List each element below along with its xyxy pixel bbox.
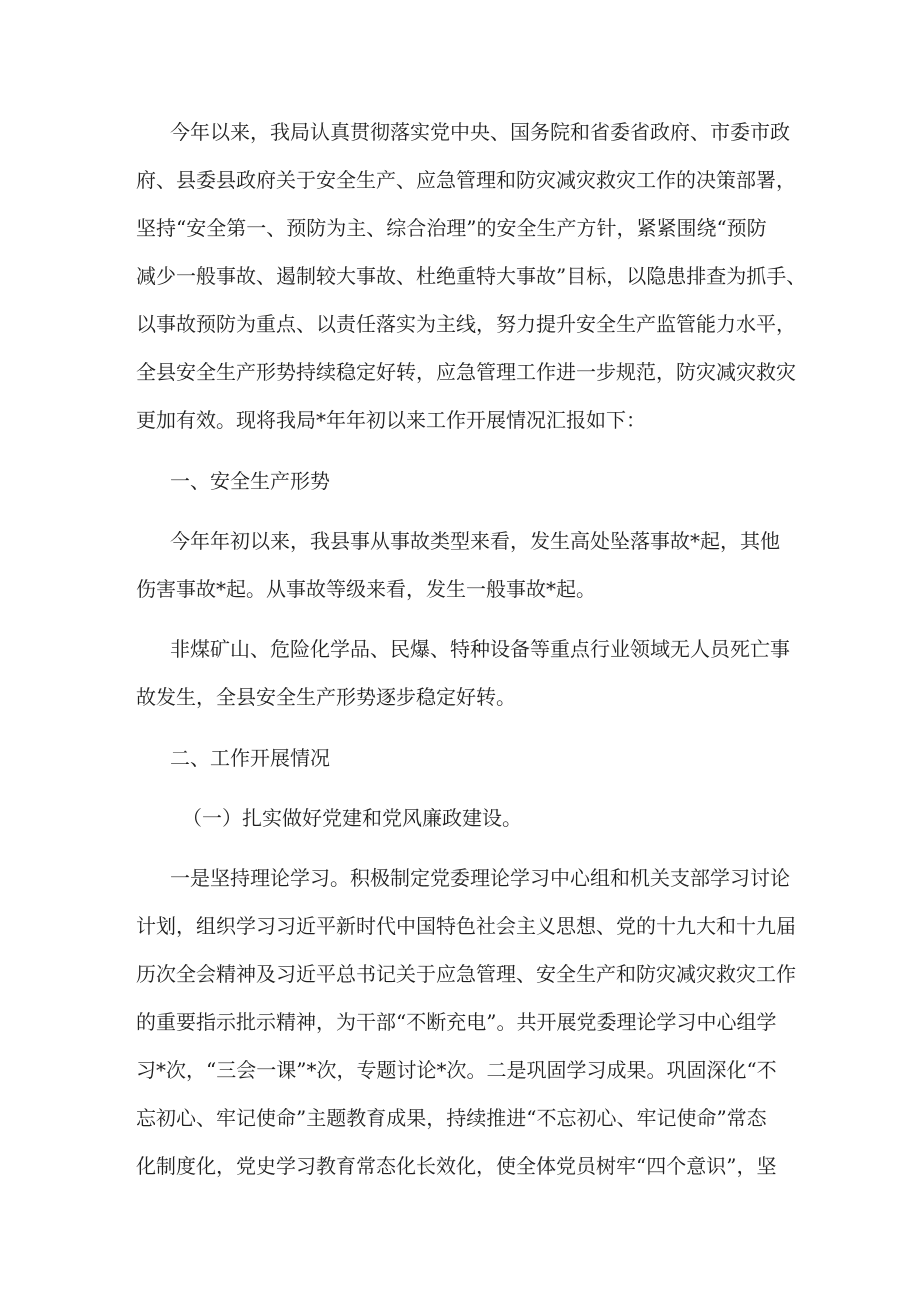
section-1-paragraph-2-line: 非煤矿山、危险化学品、民爆、特种设备等重点行业领域无人员死亡事	[170, 637, 790, 661]
subsection-1-paragraph-line: 的重要指示批示精神，为干部“不断充电”。共开展党委理论学习中心组学	[136, 1010, 777, 1034]
subsection-1-paragraph-line: 化制度化，党史学习教育常态化长效化，使全体党员树牢“四个意识”，坚	[136, 1154, 777, 1178]
section-1-title: 一、安全生产形势	[170, 469, 330, 493]
subsection-1-paragraph-line: 忘初心、牢记使命”主题教育成果，持续推进“不忘初心、牢记使命”常态	[136, 1106, 767, 1130]
section-1-paragraph-1-line: 今年年初以来，我县事从事故类型来看，发生高处坠落事故*起，其他	[170, 529, 780, 553]
intro-paragraph-line: 坚持“安全第一、预防为主、综合治理”的安全生产方针，紧紧围绕“预防	[136, 216, 767, 240]
intro-paragraph-line: 以事故预防为重点、以责任落实为主线，努力提升安全生产监管能力水平，	[136, 312, 796, 336]
intro-paragraph-line: 今年以来，我局认真贯彻落实党中央、国务院和省委省政府、市委市政	[170, 120, 790, 144]
subsection-1-paragraph-line: 习*次，“三会一课”*次，专题讨论*次。二是巩固学习成果。巩固深化“不	[136, 1058, 777, 1082]
subsection-1-paragraph-line: 计划，组织学习习近平新时代中国特色社会主义思想、党的十九大和十九届	[136, 914, 796, 938]
intro-paragraph-line: 更加有效。现将我局*年年初以来工作开展情况汇报如下：	[136, 408, 646, 432]
intro-paragraph-line: 府、县委县政府关于安全生产、应急管理和防灾减灾救灾工作的决策部署，	[136, 168, 796, 192]
subsection-1-paragraph-line: 一是坚持理论学习。积极制定党委理论学习中心组和机关支部学习讨论	[170, 866, 790, 890]
subsection-1-title: （一）扎实做好党建和党风廉政建设。	[182, 806, 522, 830]
subsection-1-paragraph-line: 历次全会精神及习近平总书记关于应急管理、安全生产和防灾减灾救灾工作	[136, 962, 796, 986]
section-1-paragraph-2-line: 故发生，全县安全生产形势逐步稳定好转。	[136, 685, 516, 709]
intro-paragraph-line: 减少一般事故、遏制较大事故、杜绝重特大事故”目标，以隐患排查为抓手、	[136, 264, 807, 288]
section-1-paragraph-1-line: 伤害事故*起。从事故等级来看，发生一般事故*起。	[136, 577, 596, 601]
intro-paragraph-line: 全县安全生产形势持续稳定好转，应急管理工作进一步规范，防灾减灾救灾	[136, 360, 796, 384]
section-2-title: 二、工作开展情况	[170, 746, 330, 770]
